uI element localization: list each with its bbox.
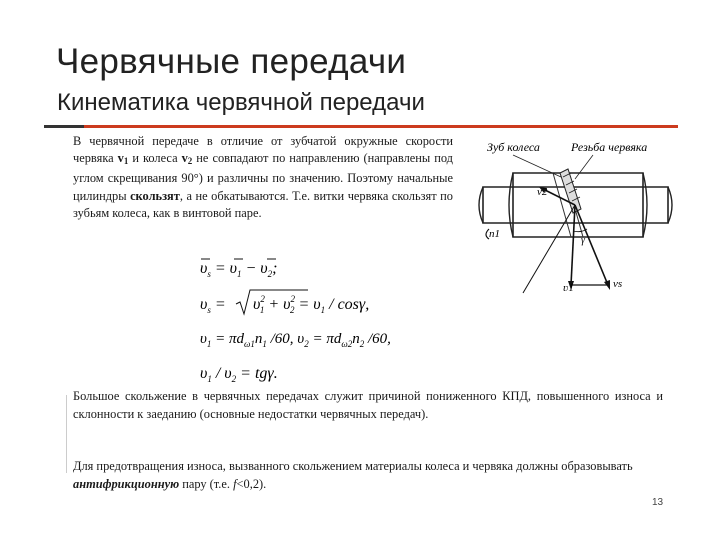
label-vs: vs <box>613 278 623 290</box>
title-underline-accent <box>44 125 84 128</box>
label-gamma: γ <box>581 235 585 246</box>
formula-4: $\upsilon_1 / \upsilon_2 = tg\gamma$. <box>200 365 278 384</box>
antifriction-paragraph: Для предотвращения износа, вызванного скольжением материалы колеса и червяка должны образовывать антифрикционную пару (т.е. f<0,2). <box>73 459 633 491</box>
formula-graphics <box>200 256 450 386</box>
formula-1: $\upsilon_s = \upsilon_1 - \upsilon_2$; <box>200 260 278 279</box>
svg-text:υ21 + υ22 = υ1 / cosγ,: $\upsilon^2$ $1 + \upsilon^2$ $2 = \upsilon_1 / \cos\gamma$, <box>253 294 370 315</box>
worm-gear-diagram <box>453 125 679 305</box>
formula-3: $\upsilon_1 = \pi d_{\omega 1}n_1$ /60, $\upsilon_2 = \pi d_{\omega 2}n_2$ /60, <box>200 331 391 349</box>
intro-paragraph: В червячной передаче в отличие от зубчатой окружные скорости червяка $v_1$ и колеса $v_2$ не совпадают по направлению (направлены под углом скрещивания 90°) и различны по значению. Поэтому начальные цилиндры скользят, а не обкатываются. Т.е. витки червяка скользят по зубьям колеса, как в винтовой паре. <box>73 134 453 220</box>
paragraph-bracket <box>66 395 71 473</box>
sliding-consequences-paragraph: Большое скольжение в червячных передачах служит причиной пониженного КПД, повышенного износа и склонности к заеданию (основные недостатки червячных передач). <box>73 389 663 421</box>
formula-2: $\upsilon_s$ = <box>200 296 226 315</box>
label-v2: v2 <box>537 186 548 198</box>
slide-title: Червячные передачи <box>56 42 407 81</box>
slide-subtitle: Кинематика червячной передачи <box>57 89 425 116</box>
label-n1: n1 <box>489 228 500 240</box>
page-number: 13 <box>652 497 664 508</box>
formula-block <box>200 256 450 391</box>
label-thread: Резьба червяка <box>571 140 648 154</box>
label-tooth: Зуб колеса <box>487 140 540 154</box>
label-v1: ʋ1 <box>563 282 574 294</box>
